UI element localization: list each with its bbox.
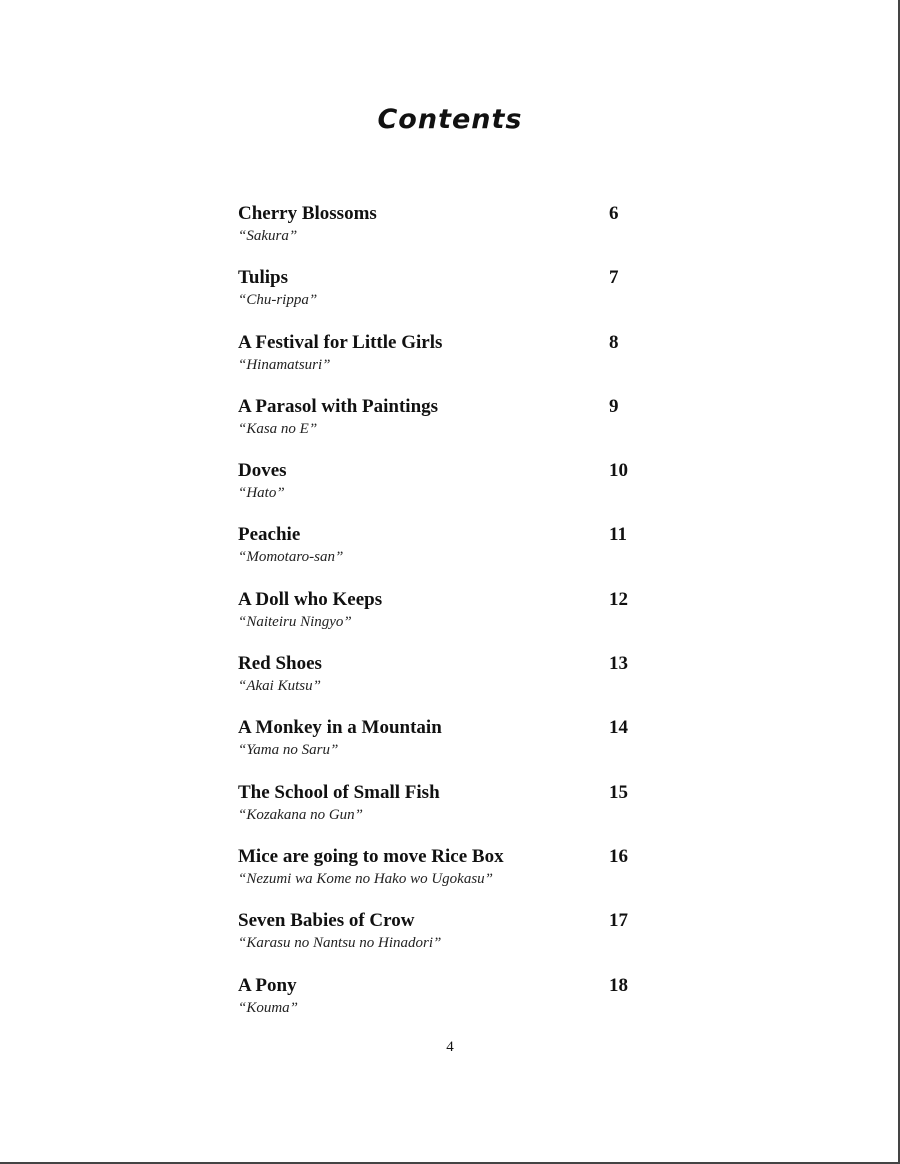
entry-subtitle: “Nezumi wa Kome no Hako wo Ugokasu” [238, 870, 494, 887]
entry-title: A Pony [238, 974, 297, 996]
entry-subtitle: “Sakura” [238, 228, 298, 244]
entry-page-number: 7 [609, 267, 619, 289]
toc-entry[interactable] [238, 459, 658, 523]
entry-title: Peachie [238, 524, 301, 546]
entry-title: Mice are going to move Rice Box [238, 845, 504, 867]
entry-subtitle: “Kouma” [238, 999, 299, 1016]
entry-subtitle: “Akai Kutsu” [238, 678, 321, 695]
entry-subtitle: “Kasa no E” [238, 420, 318, 437]
entry-page-number: 17 [609, 910, 628, 932]
toc-entry[interactable] [238, 716, 658, 780]
page-number: 4 [446, 1039, 454, 1055]
entry-page-number: 10 [609, 460, 628, 482]
entry-title: Cherry Blossoms [238, 203, 377, 224]
toc-entry[interactable] [238, 395, 658, 459]
entry-title: Doves [238, 460, 287, 482]
entry-title: A Festival for Little Girls [238, 331, 443, 353]
entry-page-number: 6 [609, 203, 619, 224]
entry-subtitle: “Chu-rippa” [238, 292, 318, 309]
toc-entry[interactable] [238, 652, 658, 716]
entry-subtitle: “Karasu no Nantsu no Hinadori” [238, 935, 442, 952]
entry-title: Seven Babies of Crow [238, 910, 415, 932]
entry-title: The School of Small Fish [238, 781, 440, 803]
toc-entry[interactable] [238, 331, 658, 395]
toc-entry[interactable] [238, 845, 658, 909]
entry-subtitle: “Momotaro-san” [238, 549, 344, 566]
entry-subtitle: “Kozakana no Gun” [238, 806, 364, 823]
toc-entry[interactable] [238, 909, 658, 973]
entry-title: A Parasol with Paintings [238, 395, 439, 417]
table-of-contents [238, 202, 658, 1038]
toc-entry[interactable] [238, 266, 658, 330]
entry-page-number: 18 [609, 974, 628, 996]
entry-subtitle: “Yama no Saru” [238, 742, 339, 759]
toc-entry[interactable] [238, 523, 658, 587]
toc-entry[interactable] [238, 781, 658, 845]
entry-title: A Monkey in a Mountain [238, 717, 442, 739]
entry-title: A Doll who Keeps [238, 588, 383, 610]
entry-page-number: 9 [609, 395, 619, 417]
entry-page-number: 12 [609, 588, 628, 610]
entry-page-number: 13 [609, 653, 628, 675]
toc-entry[interactable] [238, 202, 658, 266]
entry-page-number: 16 [609, 845, 628, 867]
entry-title: Red Shoes [238, 653, 322, 675]
entry-title: Tulips [238, 267, 289, 289]
entry-subtitle: “Hinamatsuri” [238, 356, 331, 373]
toc-entry[interactable] [238, 588, 658, 652]
toc-entry[interactable] [238, 974, 658, 1038]
entry-page-number: 11 [609, 524, 627, 546]
page-title: Contents [377, 104, 523, 135]
entry-page-number: 15 [609, 781, 628, 803]
entry-subtitle: “Hato” [238, 485, 285, 502]
entry-page-number: 8 [609, 331, 619, 353]
entry-subtitle: “Naiteiru Ningyo” [238, 613, 352, 630]
entry-page-number: 14 [609, 717, 628, 739]
